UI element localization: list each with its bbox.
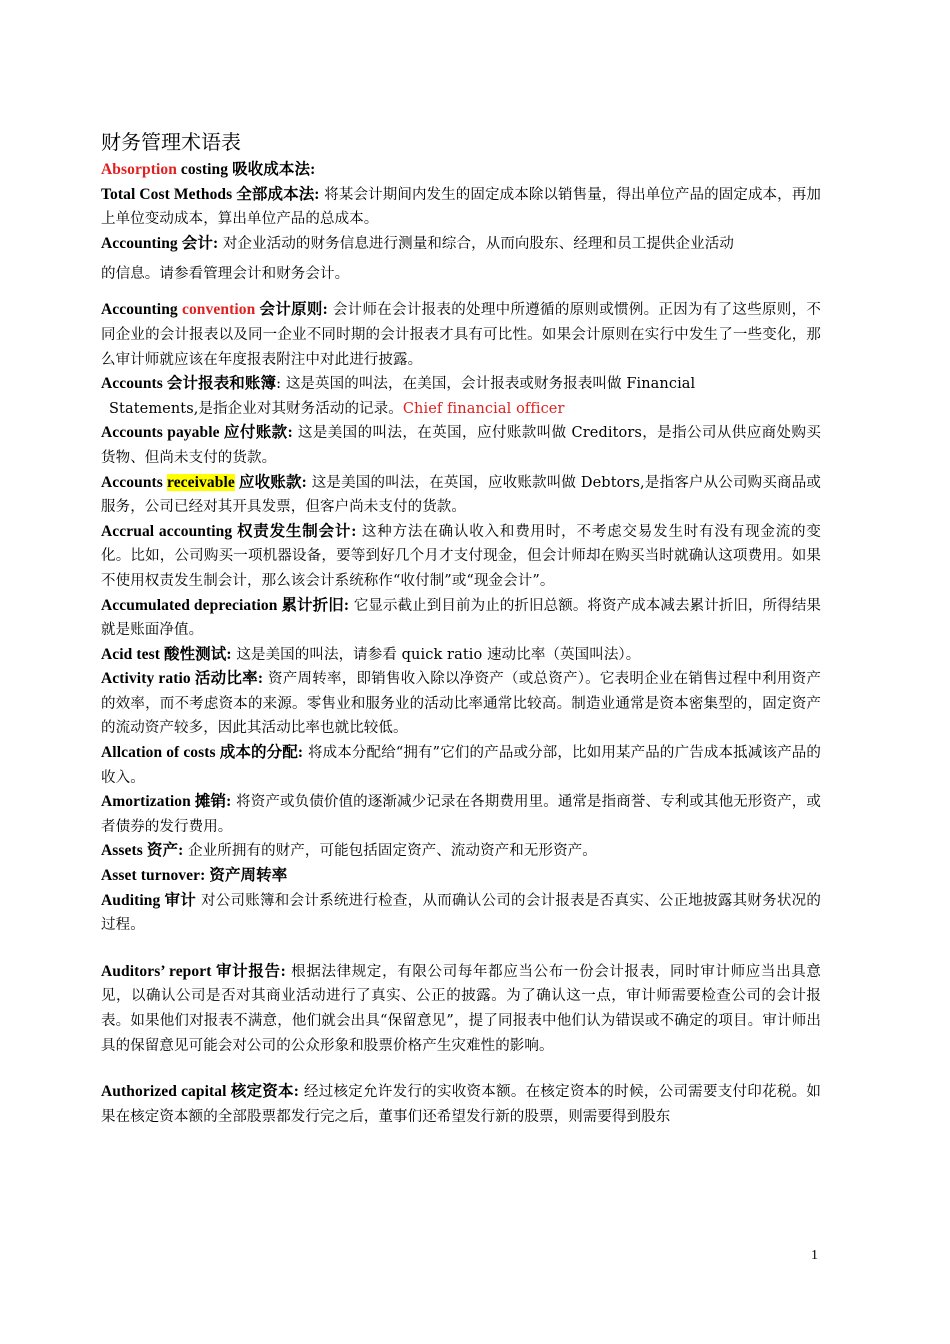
- spacer: [101, 1058, 821, 1080]
- entry-receivable: Accounts receivable 应收账款: 这是美国的叫法，在英国，应收账款叫做 Debtors,是指客户从公司购买商品或服务，公司已经对其开具发票，但客户尚未支付的货款。: [101, 473, 821, 516]
- spacer: [101, 938, 821, 960]
- page-number: 1: [811, 1248, 818, 1263]
- entry-authorized-capital: Authorized capital 核定资本: 经过核定允许发行的实收资本额。在核定资本的时候，公司需要支付印花税。如果在核定资本额的全部股票都发行完之后，董事们还希望发行新的股票，则需要得到股东: [101, 1083, 821, 1125]
- entry-total-cost: Total Cost Methods 全部成本法: 将某会计期间内发生的固定成本除以销售量，得出单位产品的固定成本，再加上单位变动成本，算出单位产品的总成本。: [101, 185, 821, 228]
- entry-asset-turnover: Asset turnover: 资产周转率: [101, 867, 288, 885]
- entry-activity-ratio: Activity ratio 活动比率: 资产周转率，即销售收入除以净资产（或总资产）。它表明企业在销售过程中利用资产的效率，而不考虑资本的来源。零售业和服务业的活动比率通常比较高。制造业通常是资本密集型的，固定资产的流动资产较多，因此其活动比率也就比较低。: [101, 670, 821, 737]
- entry-absorption: Absorption costing 吸收成本法:: [101, 161, 316, 178]
- page-title: 财务管理术语表: [101, 130, 241, 154]
- entry-accounting-cont: 的信息。请参看管理会计和财务会计。: [101, 266, 350, 283]
- entry-auditors-report: Auditors’ report 审计报告: 根据法律规定，有限公司每年都应当公布一份会计报表，同时审计师应当出具意见，以确认公司是否对其商业活动进行了真实、公正的披露。为了确认这一点，审计师需要检查公司的会计报表。如果他们对报表不满意，他们就会出具“保留意见”，提了同报表中他们认为错误或不确定的项目。审计师出具的保留意见可能会对公司的公众形象和股票价格产生灾难性的影响。: [101, 962, 821, 1054]
- entry-accounts: Accounts 会计报表和账簿: 这是英国的叫法，在美国，会计报表或财务报表叫做 Financial: [101, 375, 696, 393]
- entry-acid-test: Acid test 酸性测试: 这是美国的叫法，请参看 quick ratio 速动比率（英国叫法）。: [101, 645, 641, 663]
- entry-allcation: Allcation of costs 成本的分配: 将成本分配给“拥有”它们的产品或分部，比如用某产品的广告成本抵减该产品的收入。: [101, 744, 821, 786]
- entry-auditing: Auditing 审计 对公司账簿和会计系统进行检查，从而确认公司的会计报表是否真实、公正地披露其财务状况的过程。: [101, 891, 821, 934]
- entry-payable: Accounts payable 应付账款: 这是美国的叫法，在英国，应付账款叫做 Creditors，是指公司从供应商处购买货物、但尚未支付的货款。: [101, 424, 821, 466]
- entry-assets: Assets 资产: 企业所拥有的财产，可能包括固定资产、流动资产和无形资产。: [101, 842, 597, 860]
- document-page: [101, 128, 821, 1129]
- entry-amortization: Amortization 摊销: 将资产或负债价值的逐渐减少记录在各期费用里。通常是指商誉、专利或其他无形资产，或者债券的发行费用。: [101, 793, 821, 835]
- entry-accrual: Accrual accounting 权责发生制会计: 这种方法在确认收入和费用时，不考虑交易发生时有没有现金流的变化。比如，公司购买一项机器设备，要等到好几个月才支付现金，但会计师却在购买当时就确认这项费用。如果不使用权责发生制会计，那么该会计系统称作“收付制”或“现金会计”。: [101, 522, 821, 589]
- entry-convention: Accounting convention 会计原则: 会计师在会计报表的处理中所遵循的原则或惯例。正因为有了这些原则，不同企业的会计报表以及同一企业不同时期的会计报表才具有可比性。如果会计原则在实行中发生了一些变化，那么审计师就应该在年度报表附注中对此进行披露。: [101, 301, 822, 368]
- entry-depreciation: Accumulated depreciation 累计折旧: 它显示截止到目前为止的折旧总额。将资产成本减去累计折旧，所得结果就是账面净值。: [101, 596, 822, 639]
- entry-accounting: Accounting 会计: 对企业活动的财务信息进行测量和综合，从而向股东、经理和员工提供企业活动: [101, 234, 734, 252]
- entry-accounts-cont: Statements,是指企业对其财务活动的记录。Chief financial officer: [109, 400, 565, 417]
